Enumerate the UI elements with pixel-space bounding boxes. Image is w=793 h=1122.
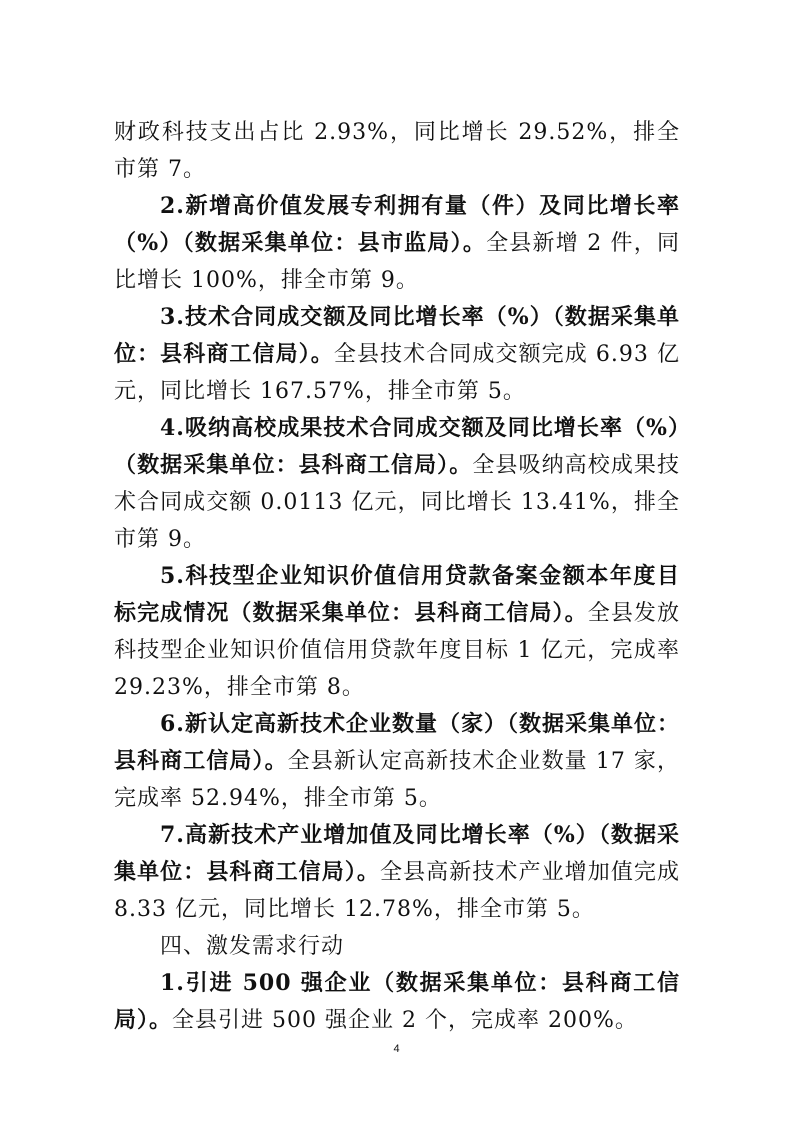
section-heading-4-text: 四、激发需求行动 <box>160 934 345 959</box>
paragraph-2 <box>114 188 680 299</box>
page-number: 4 <box>393 1043 400 1055</box>
paragraph-4 <box>114 410 680 558</box>
paragraph-5-heading: 5.科技型企业知识价值信用贷款备案金额本年度目标完成情况（数据采集单位：县科商工信局）。 <box>114 563 680 626</box>
paragraph-7-text: 全县高新技术产业增加值完成 8.33 亿元，同比增长 12.78%，排全市第 5。 <box>114 860 680 922</box>
paragraph-4-heading: 4.吸纳高校成果技术合同成交额及同比增长率（%）（数据采集单位：县科商工信局）。 <box>114 415 680 478</box>
paragraph-2-heading: 2.新增高价值发展专利拥有量（件）及同比增长率（%）（数据采集单位：县市监局）。 <box>114 193 680 256</box>
paragraph-7-heading: 7.高新技术产业增加值及同比增长率（%）（数据采集单位：县科商工信局）。 <box>114 822 680 885</box>
paragraph-5-text: 全县发放科技型企业知识价值信用贷款年度目标 1 亿元，完成率 29.23%，排全市第 8。 <box>114 601 680 700</box>
paragraph-6 <box>114 706 680 817</box>
paragraph-3-heading: 3.技术合同成交额及同比增长率（%）（数据采集单位：县科商工信局）。 <box>114 304 680 367</box>
document-body <box>114 114 680 1039</box>
section-heading-4 <box>114 928 680 965</box>
paragraph-4-text: 全县吸纳高校成果技术合同成交额 0.0113 亿元，同比增长 13.41%，排全市第 9。 <box>114 453 680 552</box>
paragraph-3-text: 全县技术合同成交额完成 6.93 亿元，同比增长 167.57%，排全市第 5。 <box>114 342 680 404</box>
paragraph-2-text: 全县新增 2 件，同比增长 100%，排全市第 9。 <box>114 231 681 293</box>
paragraph-9-heading: 1.引进 500 强企业（数据采集单位：县科商工信局）。 <box>114 970 680 1033</box>
paragraph-7 <box>114 817 680 928</box>
paragraph-3 <box>114 299 680 410</box>
paragraph-6-heading: 6.新认定高新技术企业数量（家）（数据采集单位：县科商工信局）。 <box>114 711 680 774</box>
paragraph-9-text: 全县引进 500 强企业 2 个，完成率 200%。 <box>172 1008 638 1033</box>
paragraph-9 <box>114 965 680 1039</box>
paragraph-5 <box>114 558 680 706</box>
paragraph-1 <box>114 114 680 188</box>
paragraph-6-text: 全县新认定高新技术企业数量 17 家，完成率 52.94%，排全市第 5。 <box>114 749 680 811</box>
paragraph-1-text: 财政科技支出占比 2.93%，同比增长 29.52%，排全市第 7。 <box>114 120 680 182</box>
